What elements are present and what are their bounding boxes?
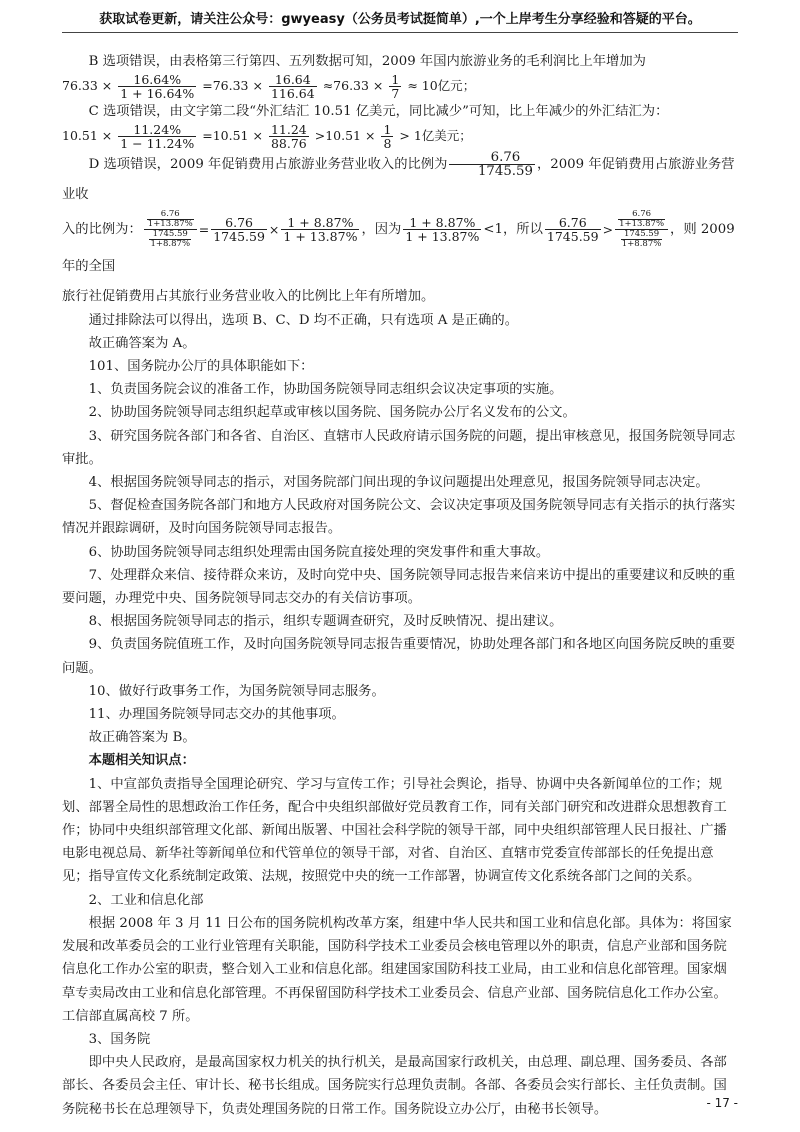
b-eq-1: =76.33 × (202, 78, 263, 94)
q101-item: 8、根据国务院领导同志的指示，组织专题调查研究，及时反映情况、提出建议。 (88, 614, 563, 630)
document-body (62, 50, 738, 1121)
d-ratio-fraction: $\frac{6.76}{1745.59}$ (449, 151, 535, 178)
option-d-conclusion: 旅行社促销费用占其旅行业务营业收入的比例比上年有所增加。 (62, 289, 435, 305)
elimination-conclusion: 通过排除法可以得出，选项 B、C、D 均不正确，只有选项 A 是正确的。 (88, 312, 519, 328)
knowledge-item: 2、工业和信息化部 (88, 892, 204, 908)
q101-item: 6、协助国务院领导同志组织处理需由国务院直接处理的突发事件和重大事故。 (88, 544, 550, 560)
q101-item: 10、做好行政事务工作，为国务院领导同志服务。 (88, 683, 385, 699)
q101-item: 7、处理群众来信、接待群众来访，及时向党中央、国务院领导同志报告来信来访中提出的重要建议和反映的重要问题，办理党中央、国务院领导同志交办的有关信访事项。 (62, 567, 736, 607)
option-c-formula: 10.51 × $\frac{11.24\%}{1 - 11.24\%}$ =10.51 × $\frac{11.24}{88.76}$ >10.51 × $\frac{1}{8}$ > 1亿美元； (62, 122, 472, 152)
knowledge-heading: 本题相关知识点： (88, 753, 195, 769)
option-d-formula: 入的比例为： $\frac{\frac{6.76}{1+13.87\%}}{\frac{1745.59}{1+8.87\%}}$ = $\frac{6.76}{1745.59}$ × $\frac{1 + 8.87\%}{1 + 13.87\%}$ ，因为 $\frac{1 + 8.87\%}{1 + 13.87\%}$ <1，所以 $\frac{6.76}{1745.59}$ > $\frac{\frac{6.76}{1+13.87\%}}{\frac{1745.59}{1+8.87\%}}$ ，则 2009 年的全国 (62, 209, 735, 275)
c-eq-2: >10.51 × (314, 128, 376, 144)
b-fraction-2: $\frac{16.64}{116.64}$ (270, 72, 315, 102)
knowledge-item: 1、中宣部负责指导全国理论研究、学习与宣传工作；引导社会舆论，指导、协调中央各新闻单位的工作；规划、部署全局性的思想政治工作任务，配合中央组织部做好党员教育工作，同有关部门研究和改进群众思想教育工作；协同中央组织部管理文化部、新闻出版署、中国社会科学院的领导干部，同中央组织部管理人民日报社、广播电影电视总局、新华社等新闻单位和代管单位的领导干部，对省、自治区、直辖市党委宣传部部长的任免提出意见；指导宣传文化系统制定政策、法规，按照党中央的统一工作部署，协调宣传文化系统各部门之间的关系。 (62, 776, 727, 885)
c-fraction-2: $\frac{11.24}{88.76}$ (270, 122, 307, 152)
knowledge-item: 根据 2008 年 3 月 11 日公布的国务院机构改革方案，组建中华人民共和国工业和信息化部。具体为：将国家发展和改革委员会的工业行业管理有关职能，国防科学技术工业委员会核电管理以外的职责，信息产业部和国务院信息化工作办公室的职责，整合划入工业和信息化部。组建国家国防科技工业局，由工业和信息化部管理。国家烟草专卖局改由工业和信息化部管理。不再保留国防科学技术工业委员会、信息产业部、国务院信息化工作办公室。工信部直属高校 7 所。 (62, 915, 732, 1024)
d-compound-fraction-2: $\frac{\frac{6.76}{1+13.87\%}}{\frac{1745.59}{1+8.87\%}}$ (615, 210, 668, 249)
d-fraction-b: $\frac{1 + 8.87\%}{1 + 13.87\%}$ (283, 215, 358, 245)
page-number: - 17 - (706, 1096, 738, 1110)
q101-item: 1、负责国务院会议的准备工作，协助国务院领导同志组织会议决定事项的实施。 (88, 382, 563, 398)
q101-item: 5、督促检查国务院各部门和地方人民政府对国务院公文、会议决定事项及国务院领导同志有关指示的执行落实情况并跟踪调研，及时向国务院领导同志报告。 (62, 498, 736, 537)
knowledge-item: 3、国务院 (88, 1031, 151, 1047)
header-divider (62, 32, 738, 33)
c-eq-1: =10.51 × (202, 128, 263, 144)
answer-a: 故正确答案为 A。 (88, 335, 196, 351)
option-d-analysis: D 选项错误，2009 年促销费用占旅游业务营业收入的比例为 $\frac{6.76}{1745.59}$ ，2009 年促销费用占旅游业务营业收 (62, 150, 735, 203)
option-b-formula: 76.33 × $\frac{16.64\%}{1 + 16.64\%}$ =76.33 × $\frac{16.64}{116.64}$ ≈76.33 × $\frac{1}{7}$ ≈ 10亿元； (62, 72, 476, 102)
q101-item: 2、协助国务院领导同志组织起草或审核以国务院、国务院办公厅名义发布的公文。 (88, 405, 576, 421)
b-result: ≈ 10亿元 (407, 78, 463, 94)
q101-item: 3、研究国务院各部门和各省、自治区、直辖市人民政府请示国务院的问题，提出审核意见，报国务院领导同志审批。 (62, 428, 736, 467)
d-fraction-d: $\frac{6.76}{1745.59}$ (546, 215, 599, 245)
answer-b: 故正确答案为 B。 (88, 730, 196, 746)
d-fraction-a: $\frac{6.76}{1745.59}$ (213, 215, 265, 245)
b-fraction-3: $\frac{1}{7}$ (391, 72, 400, 102)
c-fraction-3: $\frac{1}{8}$ (383, 122, 392, 152)
b-term: 76.33 × (62, 78, 113, 94)
page-header-banner: 获取试卷更新，请关注公众号：gwyeasy（公务员考试挺简单）,一个上岸考生分享经验和答疑的平台。 (99, 12, 701, 27)
option-c-analysis: C 选项错误，由文字第二段“外汇结汇 10.51 亿美元，同比减少”可知，比上年减少的外汇结汇为： (88, 104, 669, 120)
q101-item: 11、办理国务院领导同志交办的其他事项。 (88, 707, 345, 723)
b-eq-2: ≈76.33 × (322, 78, 384, 94)
q101-intro: 101、国务院办公厅的具体职能如下： (88, 359, 314, 375)
b-fraction-1: $\frac{16.64\%}{1 + 16.64\%}$ (120, 72, 195, 102)
option-b-analysis: B 选项错误，由表格第三行第四、五列数据可知，2009 年国内旅游业务的毛利润比上年增加为 (88, 54, 646, 69)
d-fraction-c: $\frac{1 + 8.87\%}{1 + 13.87\%}$ (405, 215, 480, 245)
q101-item: 4、根据国务院领导同志的指示，对国务院部门间出现的争议问题提出处理意见，报国务院领导同志决定。 (88, 475, 709, 491)
c-fraction-1: $\frac{11.24\%}{1 - 11.24\%}$ (120, 122, 195, 152)
c-result: > 1亿美元 (399, 128, 460, 144)
d-compound-fraction-1: $\frac{\frac{6.76}{1+13.87\%}}{\frac{1745.59}{1+8.87\%}}$ (144, 210, 197, 249)
knowledge-item: 即中央人民政府，是最高国家权力机关的执行机关，是最高国家行政机关，由总理、副总理、国务委员、各部部长、各委员会主任、审计长、秘书长组成。国务院实行总理负责制。各部、各委员会实行部长、主任负责制。国务院秘书长在总理领导下，负责处理国务院的日常工作。国务院设立办公厅，由秘书长领导。 (62, 1055, 727, 1117)
q101-item: 9、负责国务院值班工作，及时向国务院领导同志报告重要情况，协助处理各部门和各地区向国务院反映的重要问题。 (62, 637, 736, 676)
c-term: 10.51 × (62, 128, 113, 144)
